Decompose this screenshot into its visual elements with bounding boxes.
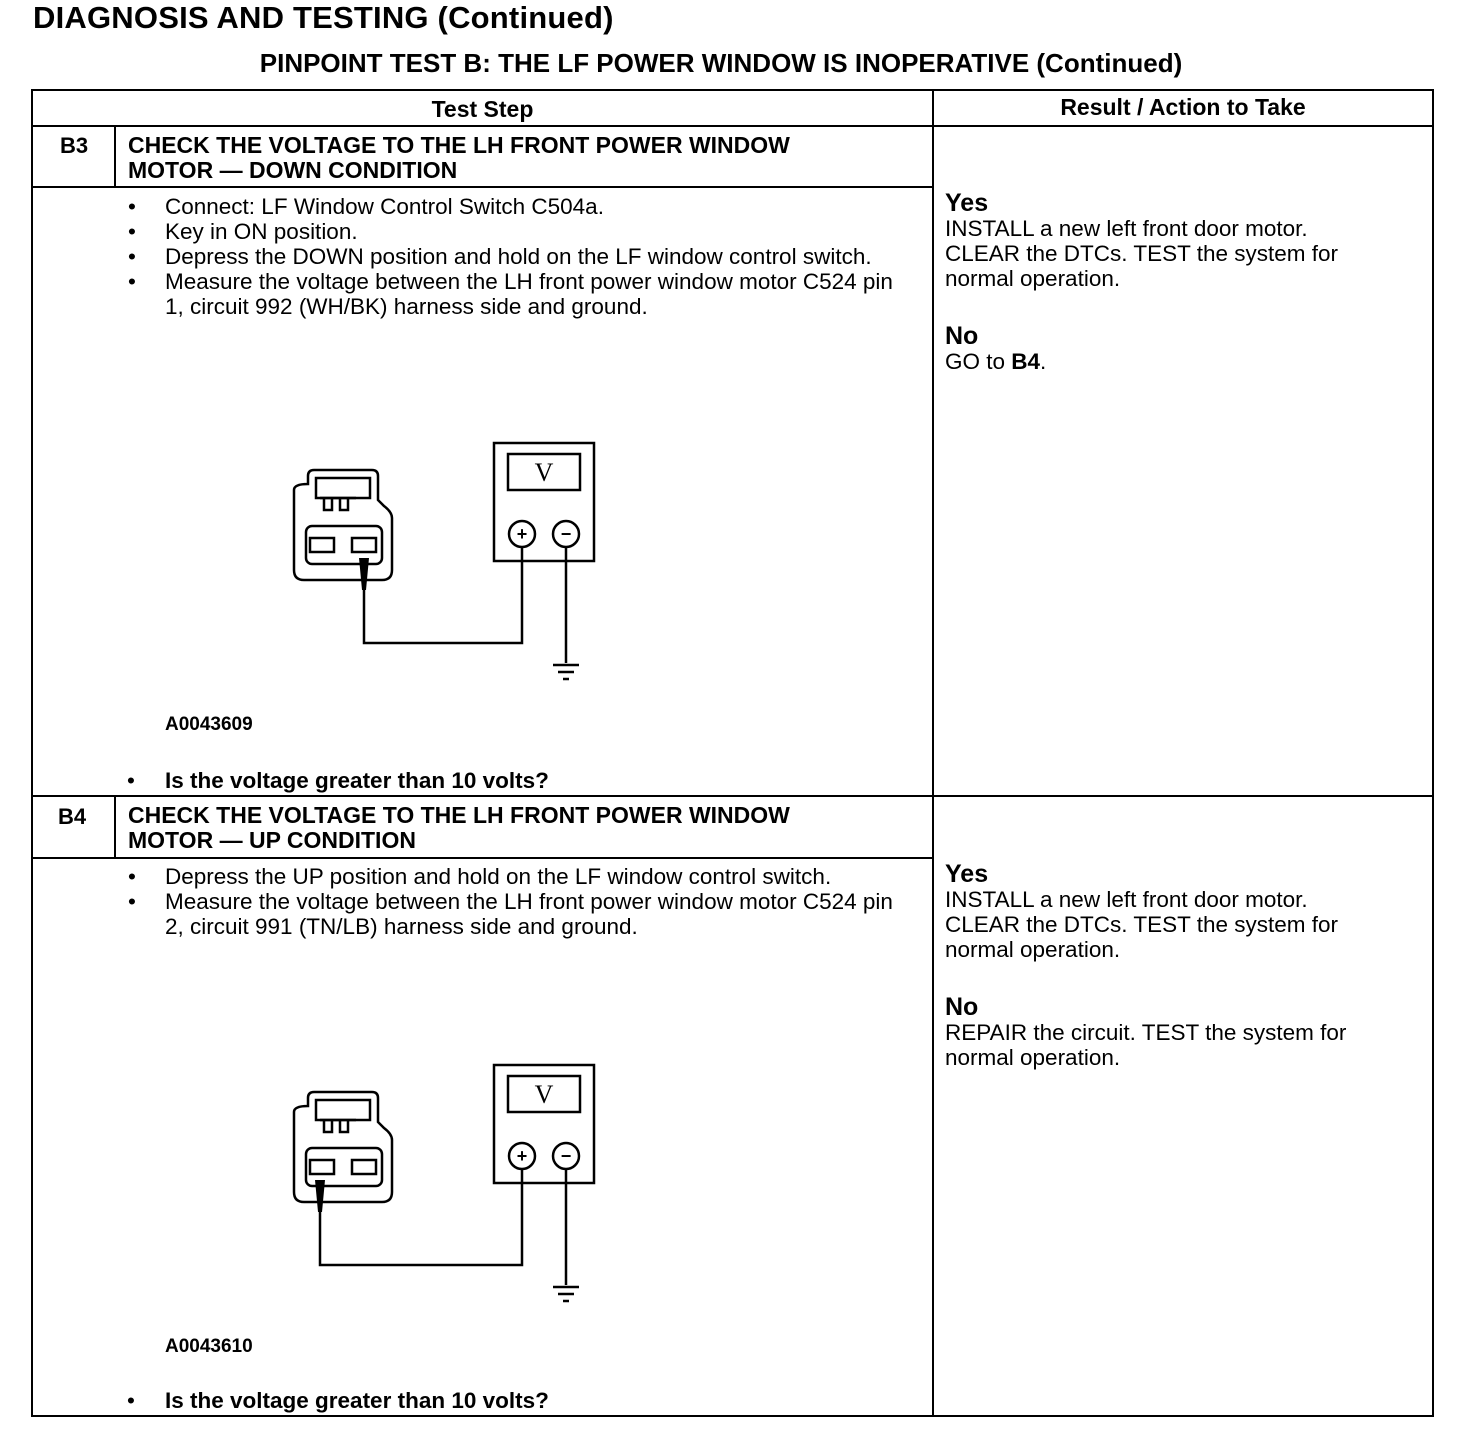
connector-latch xyxy=(316,478,370,498)
result-yes-label: Yes xyxy=(945,860,989,888)
step-question: • Is the voltage greater than 10 volts? xyxy=(165,768,549,794)
step-id: B4 xyxy=(57,804,87,829)
header-divider xyxy=(31,125,1434,127)
page-title: DIAGNOSIS AND TESTING (Continued) xyxy=(33,0,614,35)
result-no-step-ref: B4 xyxy=(1011,349,1041,374)
step-title-line: CHECK THE VOLTAGE TO THE LH FRONT POWER WINDOW xyxy=(128,132,790,158)
plus-label: + xyxy=(516,524,528,544)
step-title-divider xyxy=(31,186,933,188)
figure-id: A0043610 xyxy=(165,1336,253,1357)
connector-latch-tabs xyxy=(320,498,356,510)
voltmeter-diagram xyxy=(280,1052,620,1312)
step-question: • Is the voltage greater than 10 volts? xyxy=(165,1388,549,1414)
connector-cavity xyxy=(306,526,382,564)
connector-pin-left xyxy=(310,538,334,552)
instruction-item: • Depress the UP position and hold on the LF window control switch. xyxy=(128,864,898,889)
ground-symbol xyxy=(553,1287,579,1301)
step-id: B3 xyxy=(59,133,89,158)
connector-latch-tabs xyxy=(320,1120,356,1132)
column-divider xyxy=(932,89,934,1417)
step-title xyxy=(128,133,790,183)
probe-tip xyxy=(315,1180,325,1212)
ground-symbol xyxy=(553,665,579,679)
result-no-suffix: . xyxy=(1040,349,1047,374)
result-no-text: REPAIR the circuit. TEST the system for normal operation. xyxy=(945,1020,1347,1070)
result-no-label: No xyxy=(945,993,979,1021)
pinpoint-test-title: PINPOINT TEST B: THE LF POWER WINDOW IS INOPERATIVE (Continued) xyxy=(259,48,1183,78)
result-no-text xyxy=(945,349,1415,374)
step-title-line: MOTOR — UP CONDITION xyxy=(128,827,416,853)
minus-label: − xyxy=(560,1146,572,1166)
step-title-line: MOTOR — DOWN CONDITION xyxy=(128,157,458,183)
probe-tip xyxy=(359,558,369,590)
connector-pin-right xyxy=(352,538,376,552)
step-result xyxy=(945,190,1415,374)
step-title xyxy=(128,803,790,853)
result-no-prefix: GO to xyxy=(945,349,1012,374)
step-result xyxy=(945,861,1415,1070)
column-header-result: Result / Action to Take xyxy=(1060,94,1306,120)
meter-readout-label: V xyxy=(534,458,554,487)
step-title-divider xyxy=(31,857,933,859)
plus-label: + xyxy=(516,1146,528,1166)
connector-pin-left xyxy=(310,1160,334,1174)
meter-readout-label: V xyxy=(534,1080,554,1109)
result-yes-text: INSTALL a new left front door motor. CLEAR the DTCs. TEST the system for normal operation. xyxy=(945,216,1339,291)
column-header-test-step: Test Step xyxy=(431,96,534,122)
minus-label: − xyxy=(560,524,572,544)
result-yes-label: Yes xyxy=(945,189,989,217)
figure-id: A0043609 xyxy=(165,714,253,735)
step-divider xyxy=(31,795,1434,797)
step-instructions xyxy=(128,864,898,939)
voltmeter-diagram xyxy=(280,430,620,690)
instruction-item: • Depress the DOWN position and hold on the LF window control switch. xyxy=(128,244,898,269)
connector-latch xyxy=(316,1100,370,1120)
step-id-divider xyxy=(114,797,116,858)
step-instructions xyxy=(128,194,898,319)
connector-pin-right xyxy=(352,1160,376,1174)
instruction-item: • Connect: LF Window Control Switch C504a. xyxy=(128,194,898,219)
result-no-label: No xyxy=(945,322,979,350)
instruction-item: • Measure the voltage between the LH front power window motor C524 pin 1, circuit 992 (WH/BK) harness side and ground. xyxy=(128,269,898,319)
step-title-line: CHECK THE VOLTAGE TO THE LH FRONT POWER WINDOW xyxy=(128,802,790,828)
result-yes-text: INSTALL a new left front door motor. CLEAR the DTCs. TEST the system for normal operation. xyxy=(945,887,1339,962)
test-lead-positive xyxy=(320,1169,522,1265)
instruction-item: • Measure the voltage between the LH front power window motor C524 pin 2, circuit 991 (TN/LB) harness side and ground. xyxy=(128,889,898,939)
instruction-item: • Key in ON position. xyxy=(128,219,898,244)
